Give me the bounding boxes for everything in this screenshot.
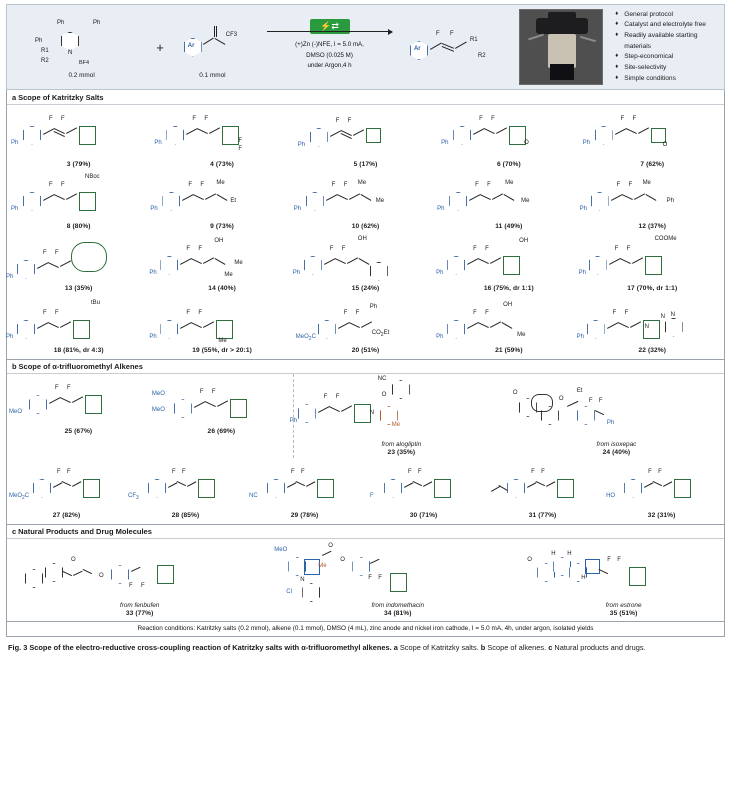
structure-29: NC F F [247, 461, 362, 511]
condition-line-3: under Argon,4 h [307, 62, 352, 70]
entry-id: 3 [66, 160, 71, 168]
entry-id: 29 [290, 511, 299, 519]
entry-14 [150, 231, 293, 293]
entry-id: 19 [192, 346, 200, 354]
entry-21 [437, 293, 580, 355]
entry-yield: (62%) [646, 160, 665, 168]
entry-yield: (55%, dr > 20:1) [201, 346, 252, 354]
caption-tag-a: a [393, 642, 398, 652]
entry-id: 22 [638, 346, 647, 354]
from-label-23: from alogliptin [381, 441, 422, 448]
structure-26: MeO MeO F F [152, 377, 291, 427]
entry-29 [245, 458, 364, 520]
entry-id: 16 [483, 284, 492, 292]
entry-18 [7, 293, 150, 355]
entry-id: 6 [496, 160, 501, 168]
section-c-tag: c [12, 527, 17, 536]
structure-31: F F [485, 461, 600, 511]
entry-yield: (71%) [419, 511, 438, 519]
section-a-title: Scope of Katritzky Salts [18, 92, 104, 102]
plus-sign: + [156, 39, 164, 55]
structure-7: Ph F F O [582, 115, 668, 148]
entry-id: 31 [528, 511, 537, 519]
alkene-amount: 0.1 mmol [199, 71, 226, 79]
entry-yield: (77%) [538, 511, 557, 519]
product-structure [404, 19, 515, 75]
from-label-33: from fenbufen [119, 602, 160, 609]
structure-10: Ph F F Me Me [293, 179, 385, 212]
entry-yield: (51%) [361, 346, 380, 354]
label-f2: F [449, 31, 454, 37]
structure-14: Ph F F OH Me Me [149, 237, 243, 278]
entry-24 [509, 374, 724, 458]
entry-yield: (32%) [647, 346, 667, 354]
structure-18: Ph F F tBu [6, 299, 101, 340]
entry-11 [437, 169, 580, 231]
entry-yield: (70%) [502, 160, 521, 168]
entry-id: 8 [66, 222, 71, 230]
section-c [6, 525, 725, 622]
entry-yield: (75%, dr 1:1) [493, 284, 534, 292]
structure-24: O O Et F F Ph [512, 388, 615, 426]
structure-25: MeO F F [9, 377, 148, 427]
entry-yield: (70%, dr 1:1) [636, 284, 678, 292]
entry-19 [150, 293, 293, 355]
structure-16: Ph F F OH [436, 237, 529, 276]
entry-id: 4 [210, 160, 214, 168]
label-ph-left: Ph [35, 37, 43, 44]
entry-yield: (85%) [181, 511, 200, 519]
entry-22 [576, 293, 724, 355]
figure-title: Scope of the electro-reductive cross-coupling reaction of Katritzky salts with α-trifluoromethyl alkenes. [29, 642, 392, 652]
entry-yield: (31%) [657, 511, 676, 519]
entry-id: 13 [64, 284, 73, 292]
structure-17: Ph F F COOMe [578, 235, 677, 276]
entry-20 [294, 293, 437, 355]
entry-yield: (78%) [300, 511, 319, 519]
entry-9 [150, 169, 293, 231]
entry-yield: (67%) [74, 428, 93, 435]
alkene-structure [170, 16, 255, 79]
structure-35: O H H H F F [523, 543, 724, 601]
section-c-row [7, 539, 724, 621]
section-a-tag: a [12, 92, 17, 102]
section-a-header [7, 90, 724, 105]
entry-id: 25 [64, 428, 73, 435]
entry-id: 10 [351, 222, 360, 230]
entry-yield: (80%) [72, 222, 91, 230]
section-c-title: Natural Products and Drug Molecules [18, 527, 152, 536]
entry-id: 26 [207, 428, 216, 435]
condition-line-1: (+)Zn (-)NFE, I = 5.0 mA, [295, 41, 364, 49]
katritzky-salt-structure [13, 16, 150, 79]
structure-32: HO F F [604, 461, 719, 511]
section-b [6, 360, 725, 525]
caption-text-c: Natural products and drugs. [552, 642, 646, 652]
bullet-item: ♦ Readily available starting materials [615, 31, 718, 52]
entry-yield: (81%) [393, 609, 412, 617]
entry-id: 23 [387, 448, 396, 456]
reaction-setup-photo [519, 9, 603, 85]
entry-id: 12 [638, 222, 647, 230]
from-label-35: from estrone [605, 602, 642, 609]
entry-30 [364, 458, 483, 520]
entry-3 [7, 107, 150, 169]
entry-yield: (69%) [217, 428, 236, 435]
entry-8 [7, 169, 150, 231]
entry-6 [437, 107, 580, 169]
bullet-item: ♦ Catalyst and electrolyte free [615, 20, 718, 31]
electrolysis-icon: ⚡⇄ [310, 19, 350, 34]
feature-bullet-list [607, 10, 718, 85]
label-prod-r1: R1 [469, 37, 478, 43]
label-r2: R2 [41, 57, 49, 64]
bullet-item: ♦ General protocol [615, 10, 718, 21]
entry-34 [272, 543, 523, 617]
reaction-conditions-bar: Reaction conditions: Katritzky salts (0.2 mmol), alkene (0.1 mmol), DMSO (4 mL), zinc anode and nickel iron cathode, I = 5.0 mA, 4h, under argon, isolated yields [6, 622, 725, 637]
structure-21: Ph F F OH Me [436, 301, 526, 340]
section-b-title: Scope of α-trifluoromethyl Alkenes [18, 362, 143, 371]
section-b-tag: b [12, 362, 17, 371]
structure-28: $CF_3$ F F [128, 461, 243, 511]
entry-yield: (59%) [504, 346, 523, 354]
label-r1: R1 [41, 47, 49, 54]
label-cf3: CF3 [225, 31, 238, 38]
entry-17 [578, 231, 724, 293]
structure-5: Ph F F [296, 110, 435, 160]
entry-yield: (37%) [647, 222, 667, 230]
entry-id: 33 [125, 609, 134, 617]
from-label-34: from indomethacin [371, 602, 425, 609]
section-b-header [7, 360, 724, 375]
entry-id: 24 [602, 448, 611, 456]
structure-12: Ph F F Me Ph [579, 179, 674, 212]
katritzky-amount: 0.2 mmol [68, 71, 95, 79]
structure-8: Ph F F NBoc [11, 173, 100, 212]
entry-5 [294, 107, 437, 169]
entry-yield: (35%) [397, 448, 416, 456]
entry-id: 7 [640, 160, 645, 168]
entry-15 [294, 231, 437, 293]
entry-yield: (49%) [504, 222, 523, 230]
section-b-top-row [7, 374, 724, 458]
section-a [6, 90, 725, 360]
structure-11: Ph F F Me Me [437, 179, 530, 212]
entry-yield: (40%) [217, 284, 236, 292]
label-ph-top: Ph [57, 19, 65, 26]
entry-yield: (24%) [361, 284, 380, 292]
entry-32 [602, 458, 721, 520]
entry-yield: (81%, dr 4:3) [63, 346, 104, 354]
entry-12 [581, 169, 724, 231]
structure-6: Ph F F O [441, 115, 529, 146]
entry-id: 15 [351, 284, 360, 292]
entry-7 [581, 107, 724, 169]
entry-id: 14 [208, 284, 216, 292]
bullet-item: ♦ Step-economical [615, 52, 718, 63]
entry-yield: (51%) [619, 609, 638, 617]
entry-10 [294, 169, 437, 231]
structure-30: F F F [366, 461, 481, 511]
structure-22: Ph F F N N N [583, 296, 722, 346]
caption-tag-b: b [480, 642, 486, 652]
entry-id: 9 [210, 222, 214, 230]
entry-yield: (77%) [135, 609, 154, 617]
entry-yield: (79%) [72, 160, 91, 168]
entry-35 [523, 543, 724, 617]
entry-id: 30 [409, 511, 418, 519]
entry-33 [7, 543, 272, 617]
entry-id: 17 [627, 284, 635, 292]
entry-16 [437, 231, 580, 293]
entry-31 [483, 458, 602, 520]
condition-line-2: DMSO (0.025 M) [306, 51, 353, 59]
entry-yield: (35%) [74, 284, 93, 292]
entry-id: 5 [353, 160, 358, 168]
entry-yield: (62%) [361, 222, 380, 230]
entry-yield: (73%) [215, 222, 234, 230]
structure-34: MeO Me N Cl O O F F [272, 543, 523, 601]
entry-id: 18 [53, 346, 62, 354]
structure-27: MeO$_2$C F F [9, 461, 124, 511]
entry-yield: (73%) [215, 160, 234, 168]
bullet-item: ♦ Site-selectivity [615, 63, 718, 74]
entry-yield: (82%) [62, 511, 81, 519]
entry-id: 32 [647, 511, 656, 519]
entry-23 [289, 374, 509, 458]
entry-26 [150, 374, 293, 458]
entry-13 [7, 231, 150, 293]
section-c-header [7, 525, 724, 540]
section-a-grid [7, 105, 724, 359]
bullet-item: ♦ Simple conditions [615, 74, 718, 85]
caption-tag-c: c [548, 642, 553, 652]
label-n: N [68, 49, 73, 56]
figure-caption [6, 637, 725, 654]
label-ph-top2: Ph [93, 19, 101, 26]
from-label-24: from isoxepac [596, 441, 637, 448]
pyridinium-ring [61, 32, 79, 51]
entry-yield: (17%) [359, 160, 378, 168]
entry-25 [7, 374, 150, 458]
reaction-scheme-panel [6, 4, 725, 90]
label-product-ar: Ar [413, 46, 421, 52]
label-bf4: BF4 [79, 59, 90, 66]
caption-text-a: Scope of Katritzky salts. [397, 642, 481, 652]
structure-15: Ph F F OH [296, 234, 435, 284]
structure-20: MeO$_2$C F F Ph $CO_2Et$ [295, 303, 390, 342]
entry-yield: (40%) [612, 448, 631, 456]
entry-id: 20 [351, 346, 360, 354]
label-ar: Ar [187, 42, 195, 49]
entry-4 [150, 107, 293, 169]
structure-23: Ph F F N Me O NC [296, 376, 507, 440]
label-f1: F [435, 31, 440, 37]
figure-label: Fig. 3 [8, 642, 28, 652]
entry-id: 28 [171, 511, 180, 519]
entry-id: 27 [52, 511, 61, 519]
entry-id: 11 [495, 222, 503, 230]
entry-id: 34 [383, 609, 392, 617]
label-prod-r2: R2 [477, 53, 486, 59]
structure-19: Ph F F Me [152, 296, 291, 346]
structure-13: Ph F F [9, 234, 148, 284]
structure-33: O O F F [7, 543, 272, 601]
structure-4: Ph F F F F [154, 115, 243, 152]
entry-27 [7, 458, 126, 520]
entry-id: 21 [495, 346, 503, 354]
conditions-arrow [259, 23, 400, 70]
structure-3: Ph F F [9, 110, 148, 160]
section-b-bottom-row [7, 458, 724, 524]
entry-28 [126, 458, 245, 520]
structure-9: Ph F F Me Et [150, 179, 237, 212]
entry-id: 35 [609, 609, 618, 617]
caption-text-b: Scope of alkenes. [485, 642, 549, 652]
